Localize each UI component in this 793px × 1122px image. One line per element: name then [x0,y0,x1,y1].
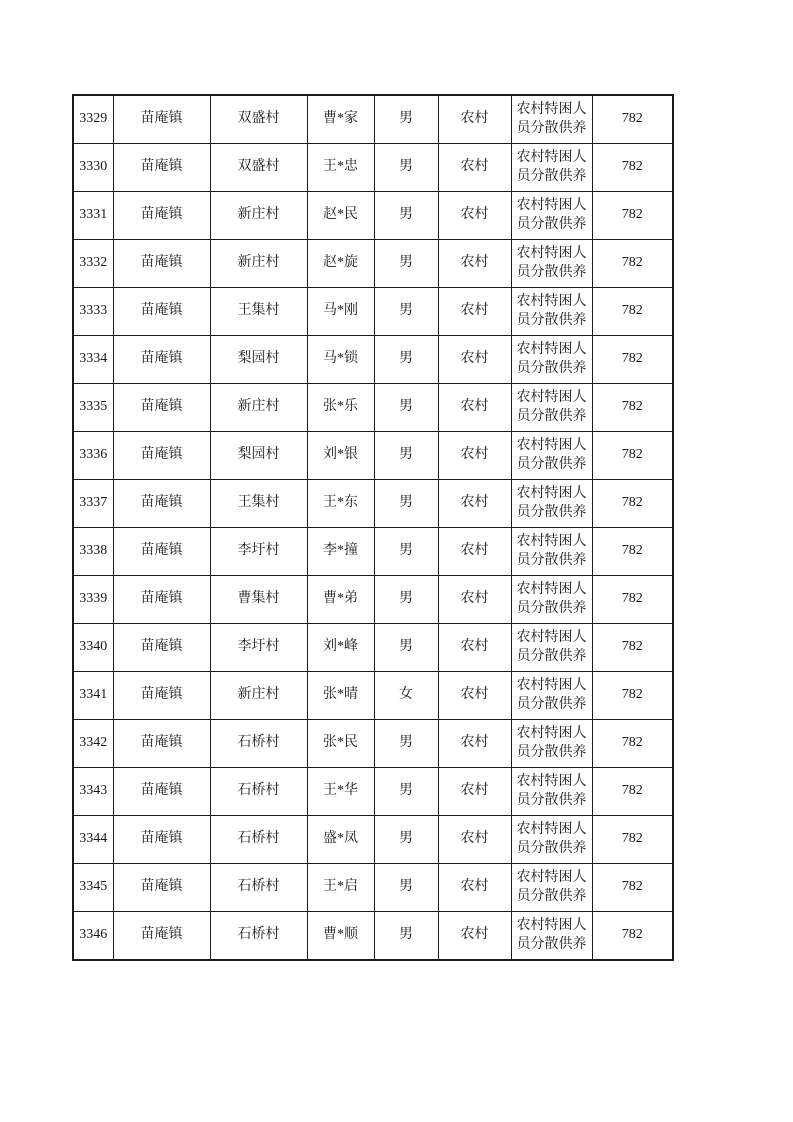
village-cell: 王集村 [210,288,307,336]
amount-cell: 782 [592,192,673,240]
area-type-cell: 农村 [438,576,511,624]
name-cell: 马*锁 [307,336,374,384]
town-cell: 苗庵镇 [113,864,210,912]
area-type-cell: 农村 [438,95,511,144]
village-cell: 梨园村 [210,432,307,480]
category-text: 农村特困人员分散供养 [516,390,587,424]
area-type-cell: 农村 [438,480,511,528]
category-text: 农村特困人员分散供养 [516,342,587,376]
serial-cell: 3330 [73,144,113,192]
amount-cell: 782 [592,288,673,336]
name-cell: 张*晴 [307,672,374,720]
name-cell: 赵*民 [307,192,374,240]
serial-cell: 3338 [73,528,113,576]
serial-cell: 3341 [73,672,113,720]
gender-cell: 男 [374,240,438,288]
gender-cell: 男 [374,384,438,432]
category-text: 农村特困人员分散供养 [516,294,587,328]
table-row [73,144,673,192]
name-cell: 王*东 [307,480,374,528]
name-cell: 王*启 [307,864,374,912]
category-cell [511,384,592,432]
amount-cell: 782 [592,864,673,912]
gender-cell: 男 [374,720,438,768]
village-cell: 石桥村 [210,864,307,912]
area-type-cell: 农村 [438,240,511,288]
town-cell: 苗庵镇 [113,624,210,672]
category-text: 农村特困人员分散供养 [516,582,587,616]
area-type-cell: 农村 [438,720,511,768]
town-cell: 苗庵镇 [113,95,210,144]
name-cell: 王*忠 [307,144,374,192]
area-type-cell: 农村 [438,672,511,720]
gender-cell: 男 [374,336,438,384]
serial-cell: 3329 [73,95,113,144]
town-cell: 苗庵镇 [113,672,210,720]
area-type-cell: 农村 [438,384,511,432]
village-cell: 石桥村 [210,768,307,816]
gender-cell: 男 [374,912,438,961]
table-row [73,576,673,624]
area-type-cell: 农村 [438,912,511,961]
village-cell: 李圩村 [210,528,307,576]
category-text: 农村特困人员分散供养 [516,630,587,664]
village-cell: 新庄村 [210,240,307,288]
category-cell [511,864,592,912]
category-cell [511,528,592,576]
category-text: 农村特困人员分散供养 [516,726,587,760]
table-row [73,720,673,768]
amount-cell: 782 [592,384,673,432]
name-cell: 马*刚 [307,288,374,336]
table-row [73,192,673,240]
amount-cell: 782 [592,528,673,576]
category-cell [511,288,592,336]
category-text: 农村特困人员分散供养 [516,486,587,520]
name-cell: 李*撞 [307,528,374,576]
table-row [73,336,673,384]
amount-cell: 782 [592,95,673,144]
town-cell: 苗庵镇 [113,432,210,480]
serial-cell: 3335 [73,384,113,432]
category-cell [511,576,592,624]
category-cell [511,95,592,144]
amount-cell: 782 [592,144,673,192]
gender-cell: 男 [374,192,438,240]
gender-cell: 男 [374,144,438,192]
table-row [73,432,673,480]
village-cell: 双盛村 [210,95,307,144]
name-cell: 盛*凤 [307,816,374,864]
town-cell: 苗庵镇 [113,288,210,336]
amount-cell: 782 [592,576,673,624]
amount-cell: 782 [592,336,673,384]
town-cell: 苗庵镇 [113,384,210,432]
amount-cell: 782 [592,672,673,720]
town-cell: 苗庵镇 [113,576,210,624]
village-cell: 双盛村 [210,144,307,192]
amount-cell: 782 [592,912,673,961]
table-row [73,768,673,816]
town-cell: 苗庵镇 [113,528,210,576]
village-cell: 新庄村 [210,672,307,720]
amount-cell: 782 [592,432,673,480]
name-cell: 赵*旋 [307,240,374,288]
gender-cell: 男 [374,864,438,912]
category-cell [511,672,592,720]
area-type-cell: 农村 [438,192,511,240]
category-cell [511,432,592,480]
gender-cell: 男 [374,768,438,816]
gender-cell: 男 [374,816,438,864]
category-text: 农村特困人员分散供养 [516,438,587,472]
amount-cell: 782 [592,720,673,768]
category-text: 农村特困人员分散供养 [516,918,587,952]
category-text: 农村特困人员分散供养 [516,534,587,568]
area-type-cell: 农村 [438,864,511,912]
gender-cell: 男 [374,576,438,624]
name-cell: 刘*峰 [307,624,374,672]
area-type-cell: 农村 [438,768,511,816]
table-row [73,864,673,912]
table-row [73,288,673,336]
town-cell: 苗庵镇 [113,336,210,384]
category-text: 农村特困人员分散供养 [516,822,587,856]
serial-cell: 3336 [73,432,113,480]
serial-cell: 3345 [73,864,113,912]
village-cell: 石桥村 [210,816,307,864]
table-row [73,672,673,720]
name-cell: 王*华 [307,768,374,816]
category-text: 农村特困人员分散供养 [516,102,587,136]
village-cell: 李圩村 [210,624,307,672]
serial-cell: 3332 [73,240,113,288]
village-cell: 曹集村 [210,576,307,624]
category-cell [511,336,592,384]
table-body [73,95,673,960]
amount-cell: 782 [592,768,673,816]
table-row [73,384,673,432]
table-row [73,480,673,528]
name-cell: 曹*弟 [307,576,374,624]
town-cell: 苗庵镇 [113,144,210,192]
category-cell [511,816,592,864]
name-cell: 刘*银 [307,432,374,480]
serial-cell: 3334 [73,336,113,384]
amount-cell: 782 [592,624,673,672]
area-type-cell: 农村 [438,288,511,336]
table-row [73,240,673,288]
town-cell: 苗庵镇 [113,816,210,864]
table-row [73,624,673,672]
gender-cell: 男 [374,95,438,144]
serial-cell: 3337 [73,480,113,528]
serial-cell: 3331 [73,192,113,240]
category-text: 农村特困人员分散供养 [516,198,587,232]
category-cell [511,480,592,528]
gender-cell: 男 [374,624,438,672]
serial-cell: 3346 [73,912,113,961]
town-cell: 苗庵镇 [113,720,210,768]
village-cell: 石桥村 [210,912,307,961]
town-cell: 苗庵镇 [113,768,210,816]
amount-cell: 782 [592,480,673,528]
name-cell: 张*民 [307,720,374,768]
serial-cell: 3333 [73,288,113,336]
area-type-cell: 农村 [438,528,511,576]
town-cell: 苗庵镇 [113,192,210,240]
town-cell: 苗庵镇 [113,912,210,961]
area-type-cell: 农村 [438,144,511,192]
town-cell: 苗庵镇 [113,240,210,288]
gender-cell: 女 [374,672,438,720]
area-type-cell: 农村 [438,816,511,864]
name-cell: 曹*家 [307,95,374,144]
category-cell [511,192,592,240]
town-cell: 苗庵镇 [113,480,210,528]
village-cell: 新庄村 [210,192,307,240]
table-row [73,95,673,144]
name-cell: 张*乐 [307,384,374,432]
category-cell [511,720,592,768]
amount-cell: 782 [592,240,673,288]
category-text: 农村特困人员分散供养 [516,774,587,808]
serial-cell: 3344 [73,816,113,864]
area-type-cell: 农村 [438,624,511,672]
category-cell [511,144,592,192]
category-text: 农村特困人员分散供养 [516,870,587,904]
village-cell: 王集村 [210,480,307,528]
category-cell [511,240,592,288]
table-row [73,816,673,864]
category-cell [511,768,592,816]
gender-cell: 男 [374,480,438,528]
beneficiary-table [72,94,674,961]
serial-cell: 3342 [73,720,113,768]
gender-cell: 男 [374,528,438,576]
category-text: 农村特困人员分散供养 [516,150,587,184]
area-type-cell: 农村 [438,432,511,480]
table-row [73,912,673,961]
village-cell: 新庄村 [210,384,307,432]
serial-cell: 3339 [73,576,113,624]
area-type-cell: 农村 [438,336,511,384]
serial-cell: 3340 [73,624,113,672]
village-cell: 石桥村 [210,720,307,768]
serial-cell: 3343 [73,768,113,816]
category-cell [511,912,592,961]
gender-cell: 男 [374,432,438,480]
gender-cell: 男 [374,288,438,336]
name-cell: 曹*顺 [307,912,374,961]
category-cell [511,624,592,672]
category-text: 农村特困人员分散供养 [516,246,587,280]
category-text: 农村特困人员分散供养 [516,678,587,712]
amount-cell: 782 [592,816,673,864]
village-cell: 梨园村 [210,336,307,384]
table-row [73,528,673,576]
